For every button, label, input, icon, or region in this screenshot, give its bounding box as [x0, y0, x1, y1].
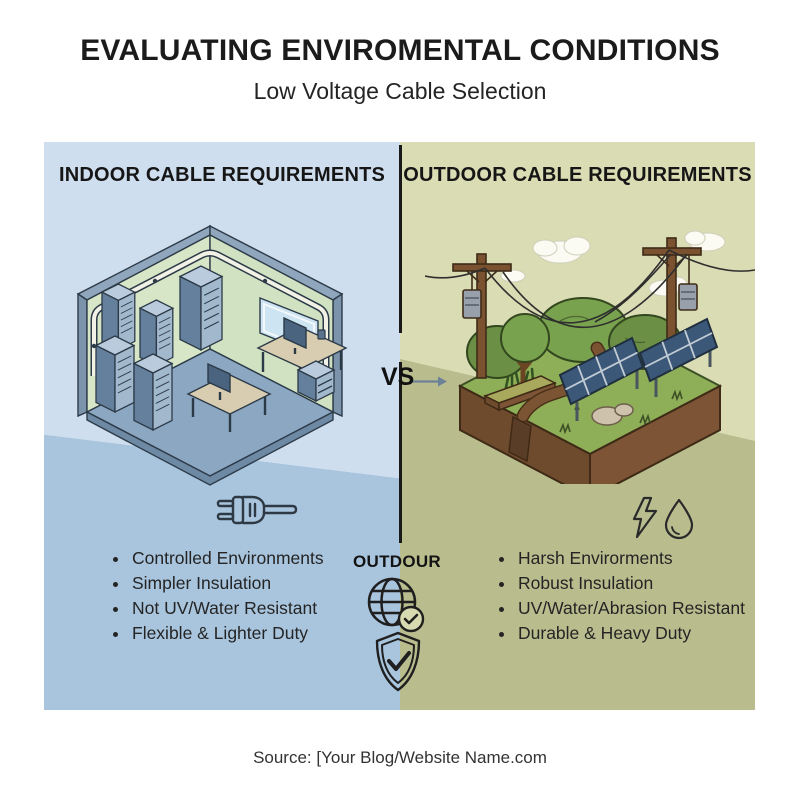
server-rack [180, 266, 222, 350]
lightning-bolt-icon [632, 496, 659, 540]
bullet-item: • Simpler Insulation [130, 571, 324, 596]
rock [615, 404, 633, 416]
power-plug-icon [216, 494, 298, 528]
indoor-panel [44, 142, 400, 710]
outdoor-site-illustration [425, 226, 755, 484]
outdoor-bullet-list [476, 546, 745, 646]
server-rack [134, 354, 172, 430]
transformer [679, 284, 697, 310]
page-subtitle: Low Voltage Cable Selection [253, 78, 547, 104]
shield-check-icon [371, 630, 425, 694]
right-arrow-icon [413, 374, 447, 389]
outdoor-panel-header: OUTDOOR CABLE REQUIREMENTS [403, 164, 752, 186]
outdoor-panel [400, 142, 755, 710]
water-drop-icon [664, 498, 694, 540]
globe-check-icon [366, 576, 428, 634]
bullet-item: • Durable & Heavy Duty [516, 621, 745, 646]
panel-divider [399, 145, 402, 333]
outdoor-badge-label: OUTDOUR [352, 552, 442, 571]
bullet-item: • Controlled Environments [130, 546, 324, 571]
server-room-illustration [60, 224, 362, 486]
bullet-item: • Not UV/Water Resistant [130, 596, 324, 621]
transformer [463, 290, 481, 318]
bullet-item: • Flexible & Lighter Duty [130, 621, 324, 646]
vs-label: VS [381, 363, 415, 391]
bullet-item: • UV/Water/Abrasion Resistant [516, 596, 745, 621]
server-rack [96, 336, 134, 412]
bullet-item: • Harsh Envirorments [516, 546, 745, 571]
indoor-panel-header: INDOOR CABLE REQUIREMENTS [58, 164, 386, 186]
source-attribution: Source: [Your Blog/Website Name.com [253, 748, 547, 767]
bullet-item: • Robust Insulation [516, 571, 745, 596]
page-title: EVALUATING ENVIROMENTAL CONDITIONS [80, 34, 720, 67]
drawer-unit [298, 361, 334, 401]
indoor-bullet-list [90, 546, 324, 646]
